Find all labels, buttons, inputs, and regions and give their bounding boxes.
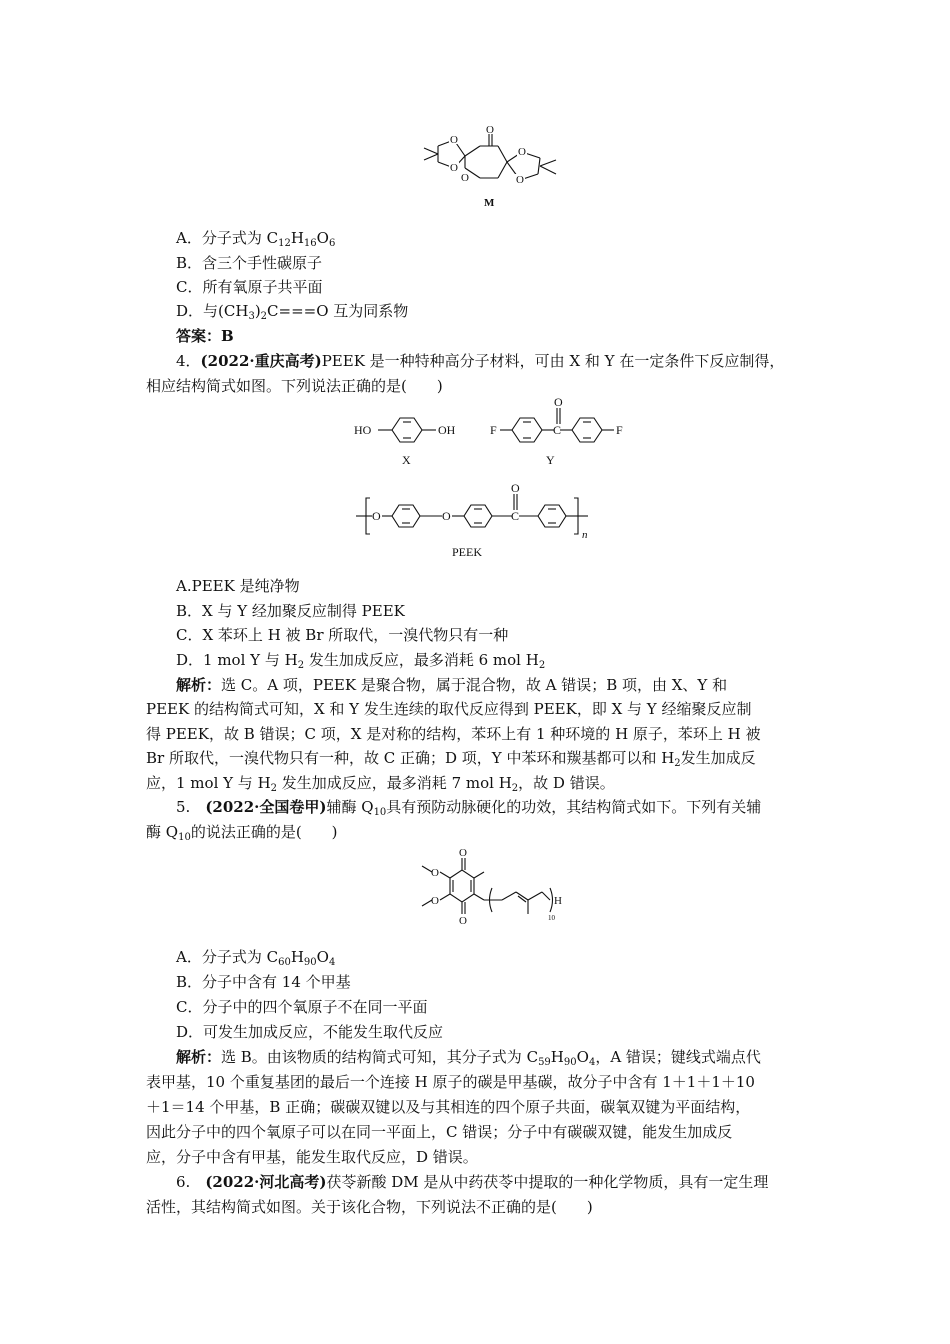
q5-analysis-line3: ＋1＝14 个甲基，B 正确；碳碳双键以及与其相连的四个原子共面，碳氧双键为平面结构， [146, 1098, 751, 1116]
q4-option-a: A.PEEK 是纯净物 [176, 577, 300, 595]
q5-analysis-line2: 表甲基，10 个重复基团的最后一个连接 H 原子的碳是甲基碳，故分子中含有 1＋1＋1＋10 [146, 1073, 755, 1091]
q4-analysis-line3: 得 PEEK，故 B 错误；C 项，X 是对称的结构，苯环上有 1 种环境的 H 原子，苯环上 H 被 [146, 725, 761, 743]
f-label: F [490, 423, 497, 437]
q4-analysis-line1: 解析：选 C。A 项，PEEK 是聚合物，属于混合物，故 A 错误；B 项，由 X、Y 和 [176, 676, 728, 694]
oxygen-label: O [486, 124, 494, 136]
q3-option-c: C．所有氧原子共平面 [176, 278, 323, 296]
q4-analysis-line4: Br 所取代，一溴代物只有一种，故 C 正确；D 项，Y 中苯环和羰基都可以和 $H_2$发生加成反 [146, 749, 756, 769]
oxygen-label: O [372, 509, 381, 523]
molecule-m-figure [410, 118, 570, 210]
q6-stem-line2: 活性，其结构简式如图。关于该化合物，下列说法不正确的是( ) [146, 1198, 593, 1216]
oh-label: OH [438, 423, 456, 437]
q5-analysis-line1: 解析：选 B。由该物质的结构简式可知，其分子式为 $C_{59}H_{90}O_4$，A 错误；键线式端点代 [176, 1048, 761, 1068]
h-label: H [554, 895, 562, 907]
q5-option-c: C．分子中的四个氧原子不在同一平面 [176, 998, 428, 1016]
oxygen-label: O [518, 146, 526, 158]
oxygen-label: O [431, 895, 439, 907]
q4-stem-line1: 4．(2022·重庆高考)PEEK 是一种特种高分子材料，可由 X 和 Y 在一定条件下反应制得， [176, 352, 785, 370]
q5-option-b: B．分子中含有 14 个甲基 [176, 973, 351, 991]
q4-option-d: D．1 mol Y 与 $H_2$ 发生加成反应，最多消耗 6 mol $H_2$ [176, 651, 546, 671]
q5-option-d: D．可发生加成反应，不能发生取代反应 [176, 1023, 444, 1041]
q4-stem-line2: 相应结构简式如图。下列说法正确的是( ) [146, 377, 443, 395]
peek-label: PEEK [452, 545, 482, 559]
oxygen-label: O [459, 915, 467, 927]
carbon-label: C [511, 509, 520, 523]
oxygen-label: O [450, 162, 458, 174]
ho-label: HO [354, 423, 372, 437]
oxygen-label: O [511, 481, 520, 495]
repeat-n-label: n [582, 529, 588, 541]
q3-option-a: A．分子式为 $C_{12}H_{16}O_6$ [176, 229, 336, 249]
xy-structures-figure [350, 396, 650, 470]
oxygen-label: O [461, 172, 469, 184]
oxygen-label: O [442, 509, 451, 523]
q3-option-d: D．与$(CH_3)_2C===O$ 互为同系物 [176, 302, 409, 322]
q4-option-c: C．X 苯环上 H 被 Br 所取代，一溴代物只有一种 [176, 626, 509, 644]
carbon-label: C [553, 423, 562, 437]
q4-analysis-line2: PEEK 的结构简式可知，X 和 Y 发生连续的取代反应得到 PEEK，即 X 与 Y 经缩聚反应制 [146, 700, 752, 718]
figure-label-m: M [484, 197, 495, 209]
q6-stem-line1: 6. (2022·河北高考)茯苓新酸 DM 是从中药茯苓中提取的一种化学物质，具有一定生理 [176, 1173, 769, 1191]
q3-answer: 答案：B [176, 327, 234, 345]
q3-option-b: B．含三个手性碳原子 [176, 254, 323, 272]
oxygen-label: O [554, 396, 563, 409]
q4-analysis-line5: 应，1 mol Y 与 $H_2$ 发生加成反应，最多消耗 7 mol $H_2$，故 D 错误。 [146, 774, 615, 794]
q5-option-a: A．分子式为 $C_{60}H_{90}O_4$ [176, 948, 336, 968]
oxygen-label: O [431, 867, 439, 879]
y-label: Y [546, 453, 555, 467]
peek-structure-figure [352, 476, 602, 564]
oxygen-label: O [459, 847, 467, 859]
coenzyme-q10-figure [410, 842, 580, 938]
q5-stem-line2: 酶 $Q_{10}$的说法正确的是( ) [146, 823, 338, 843]
x-label: X [402, 453, 411, 467]
q5-analysis-line5: 应，分子中含有甲基，能发生取代反应，D 错误。 [146, 1148, 478, 1166]
repeat-count-label: 10 [548, 914, 555, 922]
f-label: F [616, 423, 623, 437]
oxygen-label: O [450, 134, 458, 146]
q5-stem-line1: 5. (2022·全国卷甲)辅酶 $Q_{10}$具有预防动脉硬化的功效，其结构简式如下。下列有关辅 [176, 798, 762, 818]
q5-analysis-line4: 因此分子中的四个氧原子可以在同一平面上，C 错误；分子中有碳碳双键，能发生加成反 [146, 1123, 733, 1141]
q4-option-b: B．X 与 Y 经加聚反应制得 PEEK [176, 602, 405, 620]
oxygen-label: O [516, 174, 524, 186]
